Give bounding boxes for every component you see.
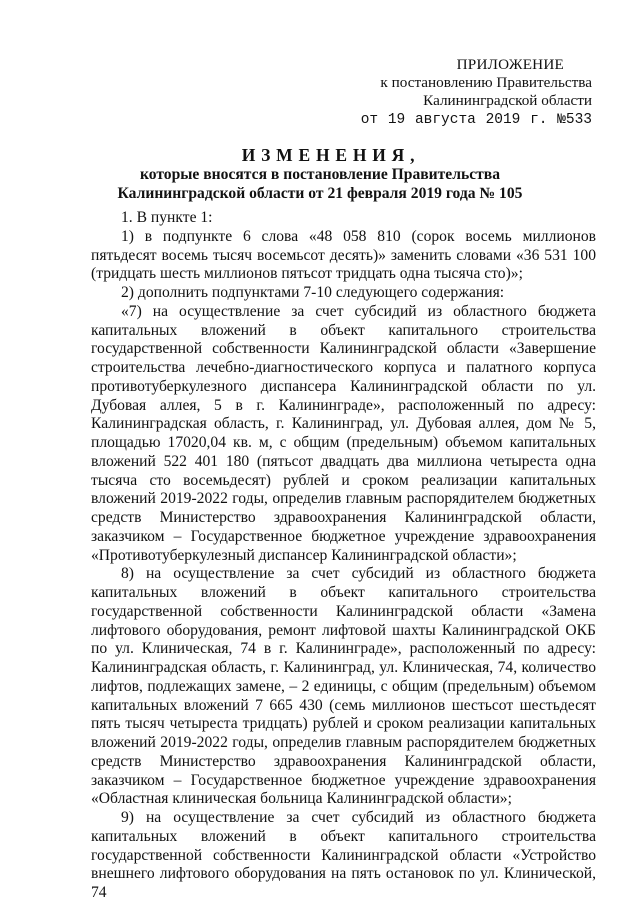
- date-prefix: от: [360, 112, 379, 128]
- heading-subtitle-line-2: Калининградской области от 21 февраля 2019 года № 105: [117, 185, 523, 202]
- date-day: 19: [387, 112, 406, 128]
- paragraph-subitem-8: 8) на осуществление за счет субсидий из областного бюджета капитальных вложений в объект капитального строительства государственной собственности Калининградской области «Замена лифтового оборудования, ремонт лифтовой шахты Калининградской ОКБ по ул. Клиническая, 74 в г. Калининграде», расположенный по адресу: Калининградская область, г. Калининград, ул. Клиническая, 74, количество лифтов, подлежащих замене, – 2 единицы, с общим (предельным) объемом капитальных вложений 7 665 430 (семь миллионов шестьсот шестьдесят пять тысяч четыреста тридцать) рублей и сроком реализации капитальных вложений 2019-2022 годы, определив главным распорядителем бюджетных средств Министерство здравоохранения Калининградской области, заказчиком – Государственное бюджетное учреждение здравоохранения «Областная клиническая больница Калининградской области»;: [91, 565, 596, 808]
- date-month: августа: [414, 112, 476, 128]
- paragraph-subitem-1: 1) в подпункте 6 слова «48 058 810 (сорок восемь миллионов пятьдесят восемь тысяч восемьсот десять)» заменить словами «36 531 100 (тридцать шесть миллионов пятьсот тридцать одна тысяча сто)»;: [91, 227, 596, 283]
- heading-subtitle-line-1: которые вносятся в постановление Правительства: [139, 166, 501, 183]
- appendix-line-2: Калининградской области: [423, 92, 592, 109]
- appendix-date-line: [361, 111, 592, 129]
- paragraph-item-1: 1. В пункте 1:: [121, 209, 213, 226]
- number-sign: №: [557, 112, 566, 128]
- date-year: 2019 г.: [485, 112, 548, 128]
- appendix-line-1: к постановлению Правительства: [380, 74, 592, 91]
- paragraph-subitem-9: 9) на осуществление за счет субсидий из областного бюджета капитальных вложений в объект капитального строительства государственной собственности Калининградской области «Устройство внешнего лифтового оборудования на пять остановок по ул. Клинической, 74: [91, 809, 596, 901]
- heading-title: ИЗМЕНЕНИЯ,: [241, 145, 421, 165]
- paragraph-subitem-2: 2) дополнить подпунктами 7-10 следующего содержания:: [121, 284, 505, 301]
- document-body: [91, 209, 596, 901]
- paragraph-subitem-7: «7) на осуществление за счет субсидий из областного бюджета капитальных вложений в объект капитального строительства государственной собственности Калининградской области «Завершение строительства лечебно-диагностического корпуса и палатного корпуса противотуберкулезного диспансера Калининградской области по ул. Дубовая аллея, 5 в г. Калининграде», расположенный по адресу: Калининградская область, г. Калининград, ул. Дубовая аллея, дом № 5, площадью 17020,04 кв. м, с общим (предельным) объемом капитальных вложений 522 401 180 (пятьсот двадцать два миллиона четыреста одна тысяча сто восемьдесят) рублей и сроком реализации капитальных вложений 2019-2022 годы, определив главным распорядителем бюджетных средств Министерство здравоохранения Калининградской области, заказчиком – Государственное бюджетное учреждение здравоохранения «Противотуберкулезный диспансер Калининградской области»;: [91, 302, 596, 564]
- appendix-title: ПРИЛОЖЕНИЕ: [456, 56, 564, 73]
- document-heading: [0, 145, 640, 203]
- appendix-block: [361, 56, 592, 129]
- document-number: 533: [565, 112, 592, 128]
